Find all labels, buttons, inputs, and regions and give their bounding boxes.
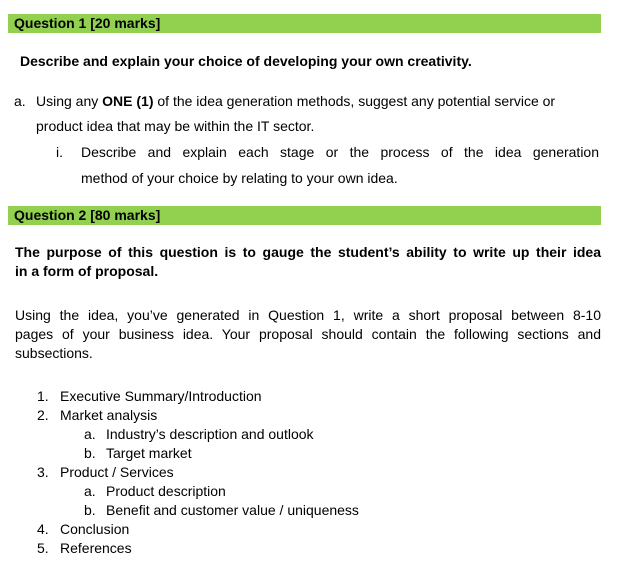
list-item: Executive Summary/Introduction	[60, 388, 262, 404]
purpose-line-2: in a form of proposal.	[15, 263, 159, 279]
sub-list-item: Industry’s description and outlook	[106, 426, 314, 442]
sub-list-item-letter: b.	[84, 502, 96, 518]
item-a-post: of the idea generation methods, suggest any potential service or	[153, 93, 556, 109]
sub-list-item-letter: a.	[84, 483, 96, 499]
question-1-instruction: Describe and explain your choice of developing your own creativity.	[20, 53, 472, 69]
list-item: Product / Services	[60, 464, 174, 480]
question-1-header: Question 1 [20 marks]	[8, 14, 601, 33]
question-2-header: Question 2 [80 marks]	[8, 206, 601, 225]
list-item: References	[60, 540, 132, 556]
paragraph-line-2: pages of your business idea. Your proposal should contain the following sections and	[15, 326, 601, 342]
list-item-number: 3.	[37, 464, 49, 480]
sub-list-item: Product description	[106, 483, 226, 499]
sub-list-item: Benefit and customer value / uniqueness	[106, 502, 359, 518]
paragraph-line-1: Using the idea, you’ve generated in Question 1, write a short proposal between 8-10	[15, 307, 601, 323]
item-a-line-2: product idea that may be within the IT sector.	[36, 118, 315, 134]
list-item: Market analysis	[60, 407, 158, 423]
item-i-line-1: Describe and explain each stage or the process of the idea generation	[81, 144, 599, 160]
paragraph-line-3: subsections.	[15, 345, 93, 361]
list-item-number: 5.	[37, 540, 49, 556]
sub-list-item-letter: a.	[84, 426, 96, 442]
item-i-line-2: method of your choice by relating to your own idea.	[81, 170, 398, 186]
item-i-marker: i.	[56, 144, 63, 160]
item-a-pre: Using any	[36, 93, 103, 109]
item-a-line-1	[36, 92, 555, 110]
sub-list-item: Target market	[106, 445, 192, 461]
list-item-number: 4.	[37, 521, 49, 537]
item-a-bold: ONE (1)	[102, 93, 154, 109]
list-item-number: 1.	[37, 388, 49, 404]
item-a-marker: a.	[14, 93, 26, 109]
list-item-number: 2.	[37, 407, 49, 423]
list-item: Conclusion	[60, 521, 130, 537]
purpose-line-1: The purpose of this question is to gauge the student’s ability to write up their idea	[15, 244, 601, 260]
sub-list-item-letter: b.	[84, 445, 96, 461]
